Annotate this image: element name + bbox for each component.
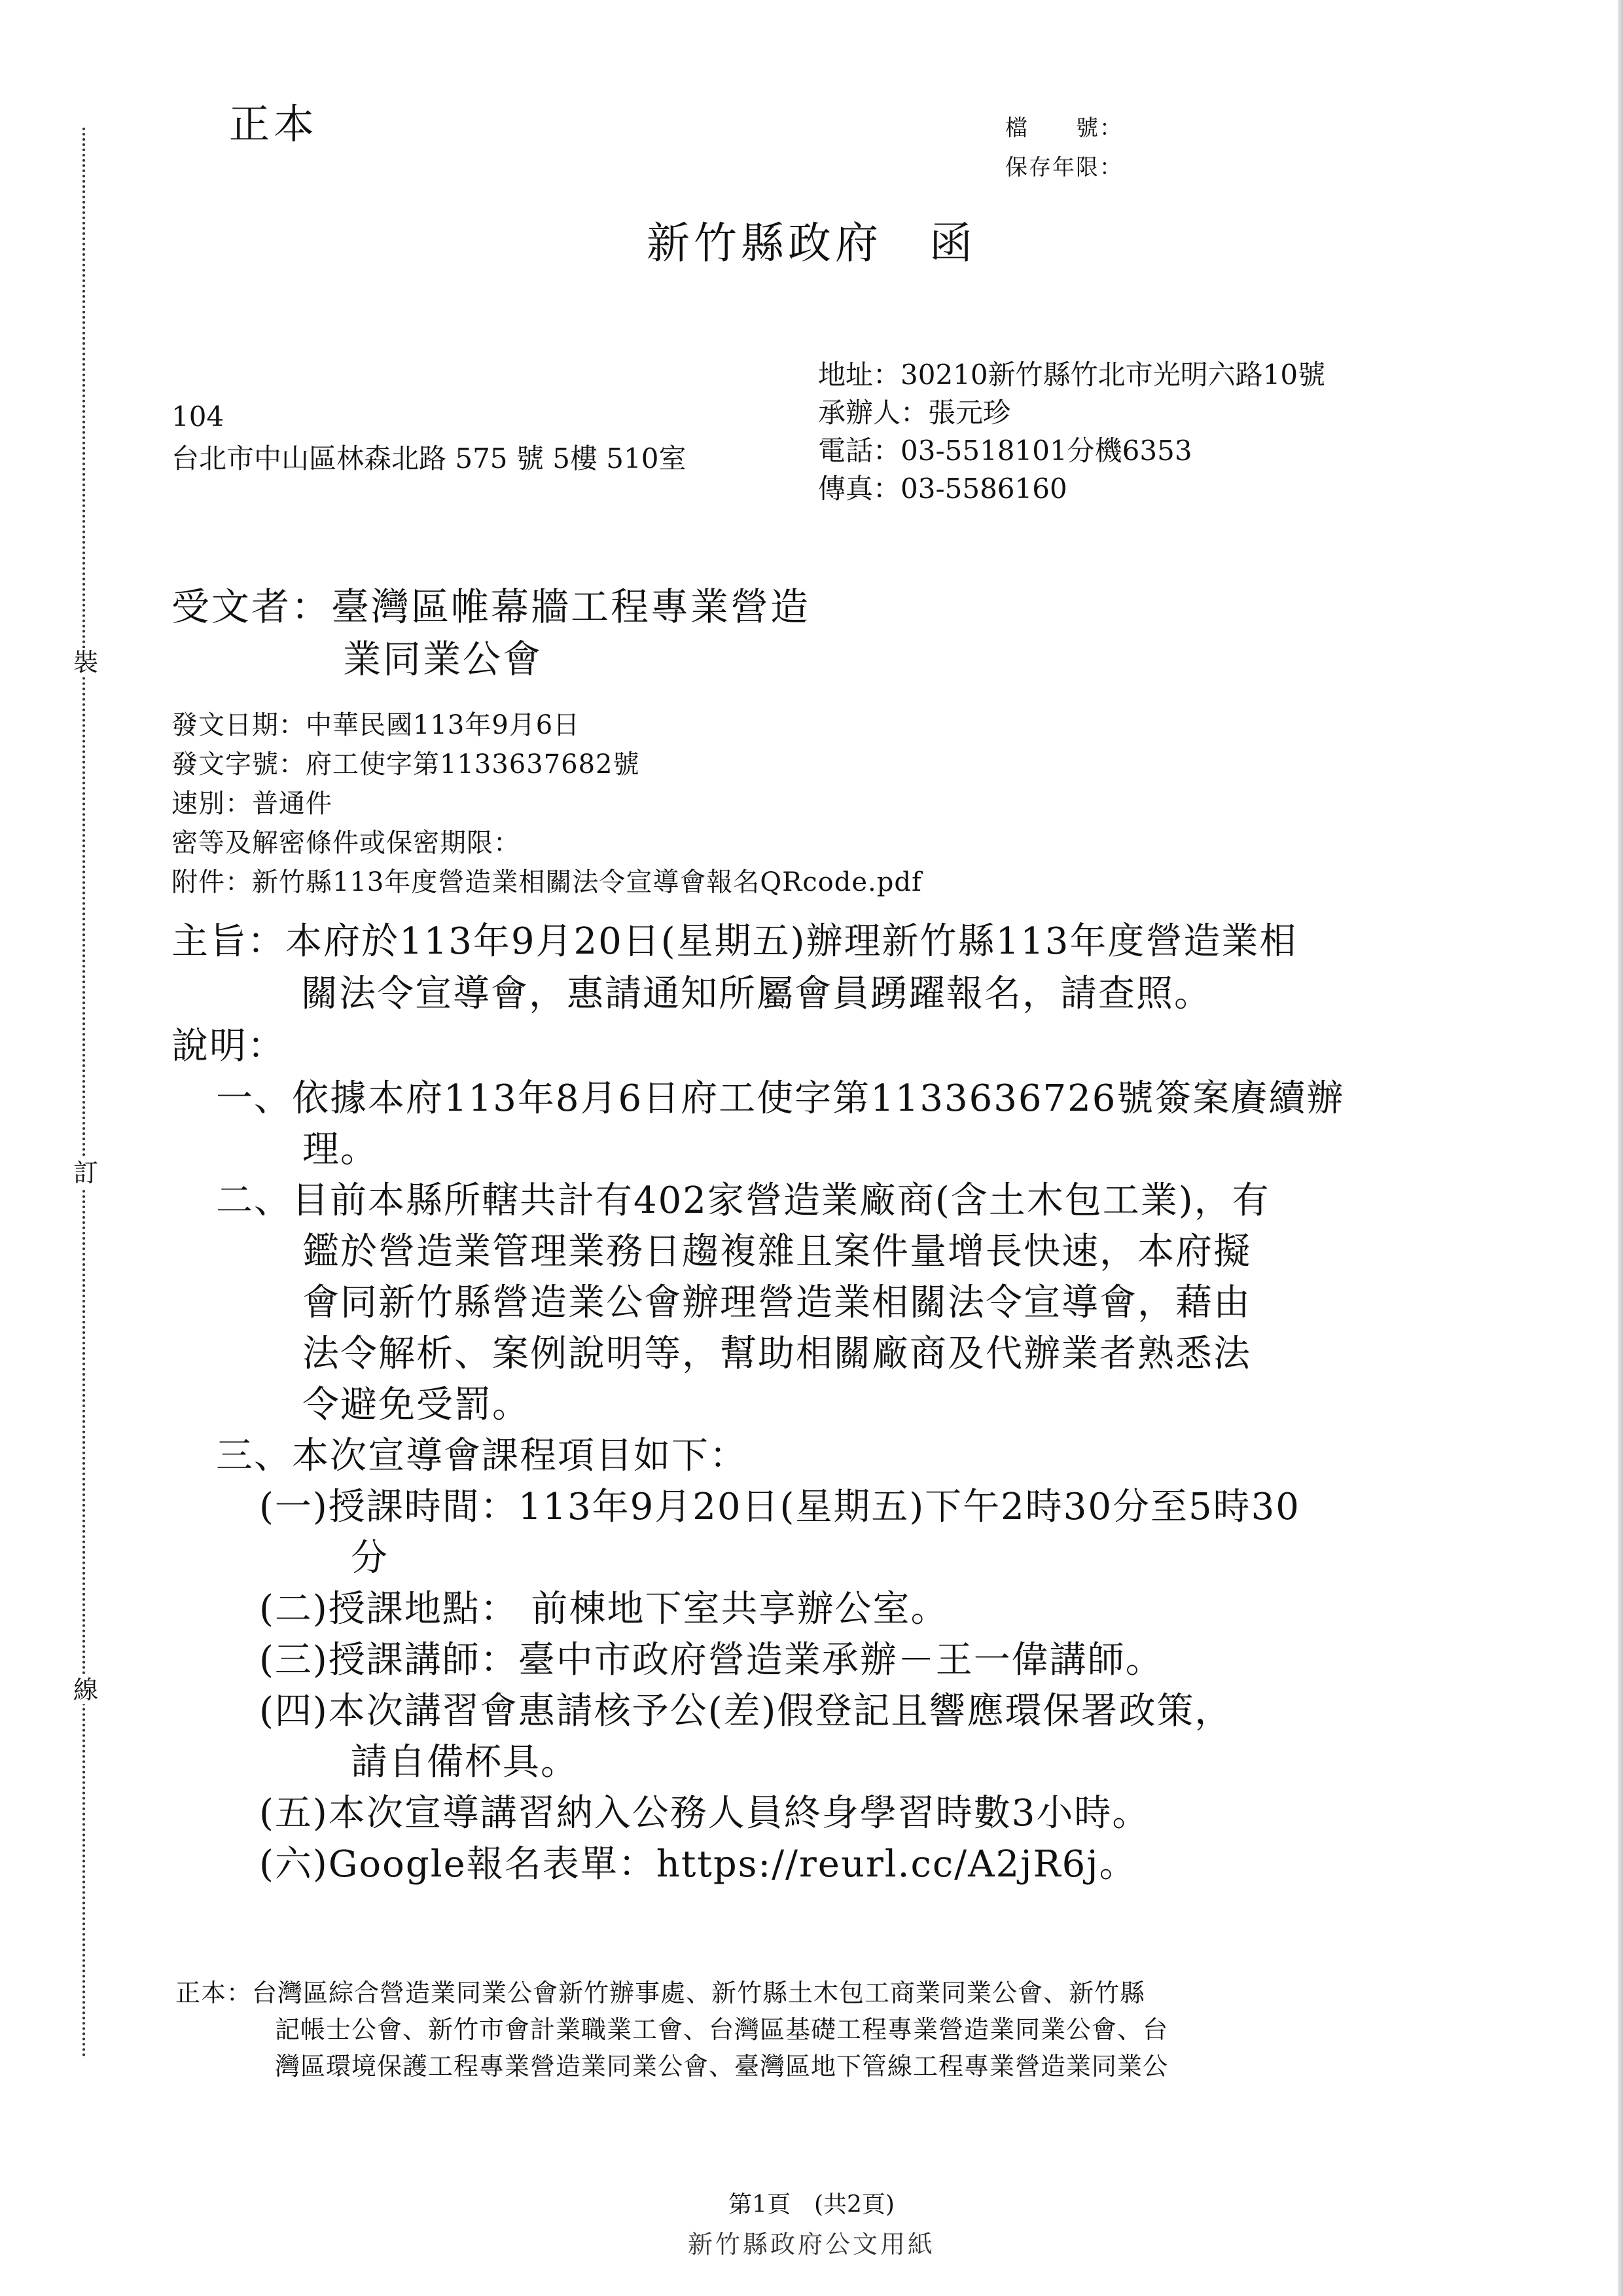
explanation-item2-line4: 法令解析、案例說明等，幫助相關廠商及代辦業者熟悉法: [302, 1333, 1251, 1375]
issue-date: 發文日期：中華民國113年9月6日: [171, 710, 580, 740]
explanation-heading: 說明：: [171, 1025, 285, 1067]
recipient-postal-code: 104: [171, 401, 224, 433]
explanation-item2-line3: 會同新竹縣營造業公會辦理營造業相關法令宣導會，藉由: [302, 1282, 1251, 1324]
explanation-item3-heading: 三、本次宣導會課程項目如下：: [216, 1435, 747, 1477]
secrecy-level: 密等及解密條件或保密期限：: [171, 828, 520, 858]
binding-char-ding: 訂: [73, 1158, 99, 1187]
course-leave-note-line2: 請自備杯具。: [351, 1741, 579, 1784]
copies-line2: 記帳士公會、新竹市會計業職業工會、台灣區基礎工程專業營造業同業公會、台: [275, 2015, 1169, 2044]
addressee-line1: 受文者：臺灣區帷幕牆工程專業營造: [171, 584, 811, 629]
document-title: 新竹縣政府 函: [647, 218, 976, 268]
course-time-line1: (一)授課時間：113年9月20日(星期五)下午2時30分至5時30: [259, 1486, 1300, 1528]
explanation-item2-line2: 鑑於營造業管理業務日趨複雜且案件量增長快速，本府擬: [302, 1230, 1251, 1273]
recipient-mailing-address: 台北市中山區林森北路 575 號 5樓 510室: [171, 442, 687, 475]
addressee-line2: 業同業公會: [343, 637, 543, 681]
explanation-item1-line1: 一、依據本府113年8月6日府工使字第1133636726號簽案賡續辦: [216, 1077, 1345, 1120]
sender-phone: 電話：03-5518101分機6353: [818, 435, 1192, 467]
binding-char-xian: 線: [73, 1676, 99, 1704]
explanation-item2-line1: 二、目前本縣所轄共計有402家營造業廠商(含土木包工業)，有: [216, 1179, 1270, 1222]
file-number-label: 檔 號：: [1005, 115, 1123, 141]
course-leave-note-line1: (四)本次講習會惠請核予公(差)假登記且響應環保署政策，: [259, 1690, 1233, 1732]
explanation-item1-line2: 理。: [302, 1128, 378, 1171]
sender-handler: 承辦人：張元珍: [818, 397, 1011, 429]
subject-line2: 關法令宣導會，惠請通知所屬會員踴躍報名，請查照。: [301, 973, 1212, 1015]
copies-line1: 正本：台灣區綜合營造業同業公會新竹辦事處、新竹縣土木包工商業同業公會、新竹縣: [175, 1979, 1146, 2007]
binding-line: [82, 128, 85, 2058]
course-location: (二)授課地點： 前棟地下室共享辦公室。: [259, 1588, 949, 1630]
retention-period-label: 保存年限：: [1005, 154, 1123, 181]
explanation-item2-line5: 令避免受罰。: [302, 1384, 530, 1426]
official-paper-name: 新竹縣政府公文用紙: [687, 2230, 935, 2259]
course-learning-hours: (五)本次宣導講習納入公務人員終身學習時數3小時。: [259, 1792, 1150, 1835]
sender-fax: 傳真：03-5586160: [818, 473, 1067, 505]
attachment: 附件：新竹縣113年度營造業相關法令宣導會報名QRcode.pdf: [171, 867, 922, 897]
registration-form-link: (六)Google報名表單：https://reurl.cc/A2jR6j。: [259, 1843, 1137, 1886]
binding-char-zhuang: 裝: [73, 648, 99, 677]
course-time-line2: 分: [351, 1537, 389, 1579]
scan-edge: [1618, 0, 1623, 2296]
course-lecturer: (三)授課講師：臺中市政府營造業承辦－王一偉講師。: [259, 1639, 1164, 1681]
subject-line1: 主旨：本府於113年9月20日(星期五)辦理新竹縣113年度營造業相: [171, 920, 1298, 963]
copies-line3: 灣區環境保護工程專業營造業同業公會、臺灣區地下管線工程專業營造業同業公: [275, 2052, 1169, 2081]
document-number: 發文字號：府工使字第1133637682號: [171, 749, 640, 780]
sender-address: 地址：30210新竹縣竹北市光明六路10號: [818, 359, 1326, 391]
delivery-speed: 速別：普通件: [171, 789, 332, 819]
page-number: 第1頁 (共2頁): [728, 2191, 895, 2218]
original-copy-stamp: 正本: [229, 100, 319, 148]
